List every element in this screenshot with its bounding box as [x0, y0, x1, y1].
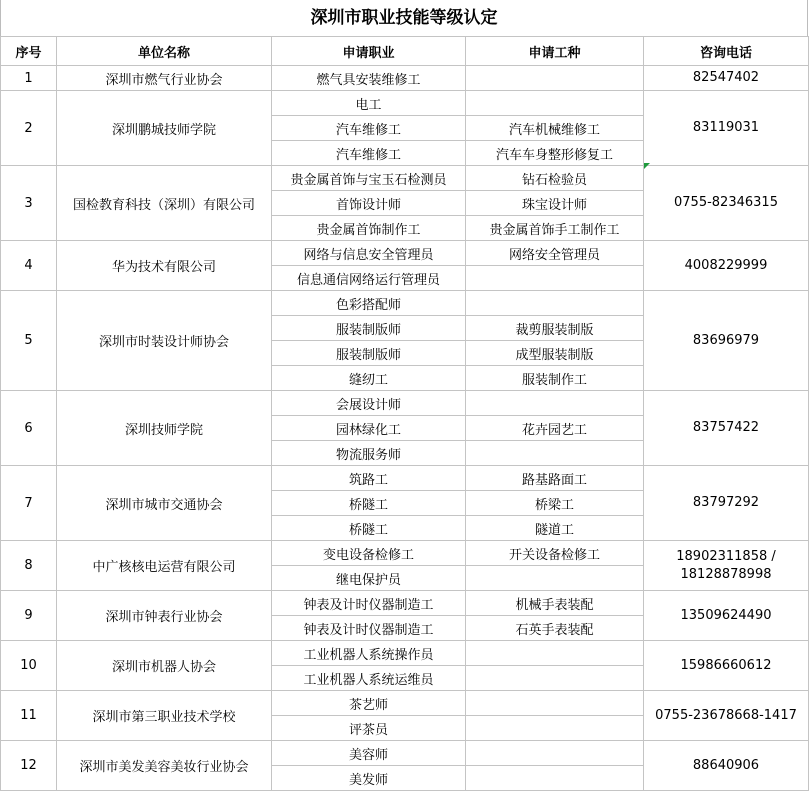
cell-phone[interactable]: 18902311858 / 18128878998: [644, 541, 809, 591]
cell-unit[interactable]: 华为技术有限公司: [57, 241, 272, 291]
table-row: [1, 91, 809, 116]
cell-type[interactable]: [466, 566, 644, 591]
cell-job[interactable]: 变电设备检修工: [272, 541, 466, 566]
cell-job[interactable]: 筑路工: [272, 466, 466, 491]
cell-unit[interactable]: 深圳市钟表行业协会: [57, 591, 272, 641]
cell-no[interactable]: 7: [1, 466, 57, 541]
cell-unit[interactable]: 深圳鹏城技师学院: [57, 91, 272, 166]
cell-no[interactable]: 3: [1, 166, 57, 241]
cell-unit[interactable]: 深圳市机器人协会: [57, 641, 272, 691]
cell-type[interactable]: 服装制作工: [466, 366, 644, 391]
table-row: [1, 741, 809, 766]
cell-job[interactable]: 工业机器人系统运维员: [272, 666, 466, 691]
cell-type[interactable]: [466, 266, 644, 291]
cell-type[interactable]: 成型服装制版: [466, 341, 644, 366]
cell-phone[interactable]: 83797292: [644, 466, 809, 541]
table-row: [1, 166, 809, 191]
cell-job[interactable]: 缝纫工: [272, 366, 466, 391]
cell-job[interactable]: 电工: [272, 91, 466, 116]
cell-unit[interactable]: 中广核核电运营有限公司: [57, 541, 272, 591]
cell-job[interactable]: 钟表及计时仪器制造工: [272, 591, 466, 616]
cell-type[interactable]: [466, 66, 644, 91]
cell-type[interactable]: [466, 441, 644, 466]
cell-type[interactable]: 汽车机械维修工: [466, 116, 644, 141]
cell-job[interactable]: 色彩搭配师: [272, 291, 466, 316]
cell-job[interactable]: 贵金属首饰制作工: [272, 216, 466, 241]
cell-type[interactable]: 网络安全管理员: [466, 241, 644, 266]
cell-type[interactable]: 汽车车身整形修复工: [466, 141, 644, 166]
cell-type[interactable]: [466, 766, 644, 791]
cell-type[interactable]: 贵金属首饰手工制作工: [466, 216, 644, 241]
cell-type[interactable]: [466, 391, 644, 416]
cell-unit[interactable]: 深圳市美发美容美妆行业协会: [57, 741, 272, 791]
cell-job[interactable]: 钟表及计时仪器制造工: [272, 616, 466, 641]
cell-job[interactable]: 工业机器人系统操作员: [272, 641, 466, 666]
cell-job[interactable]: 汽车维修工: [272, 141, 466, 166]
cell-no[interactable]: 12: [1, 741, 57, 791]
cell-job[interactable]: 信息通信网络运行管理员: [272, 266, 466, 291]
cell-job[interactable]: 物流服务师: [272, 441, 466, 466]
header-unit[interactable]: 单位名称: [57, 37, 272, 66]
cell-no[interactable]: 8: [1, 541, 57, 591]
cell-unit[interactable]: 深圳技师学院: [57, 391, 272, 466]
cell-job[interactable]: 服装制版师: [272, 316, 466, 341]
cell-phone[interactable]: 13509624490: [644, 591, 809, 641]
table-row: [1, 291, 809, 316]
cell-type[interactable]: 钻石检验员: [466, 166, 644, 191]
cell-job[interactable]: 评茶员: [272, 716, 466, 741]
header-phone[interactable]: 咨询电话: [644, 37, 809, 66]
cell-type[interactable]: 桥梁工: [466, 491, 644, 516]
table-body: [1, 66, 809, 791]
cell-job[interactable]: 继电保护员: [272, 566, 466, 591]
cell-type[interactable]: [466, 741, 644, 766]
header-row: [1, 37, 809, 66]
cell-job[interactable]: 贵金属首饰与宝玉石检测员: [272, 166, 466, 191]
cell-unit[interactable]: 深圳市第三职业技术学校: [57, 691, 272, 741]
cell-job[interactable]: 园林绿化工: [272, 416, 466, 441]
sheet-title: 深圳市职业技能等级认定: [0, 0, 808, 36]
cell-phone[interactable]: 83696979: [644, 291, 809, 391]
cell-job[interactable]: 会展设计师: [272, 391, 466, 416]
cell-phone[interactable]: 4008229999: [644, 241, 809, 291]
cell-job[interactable]: 燃气具安装维修工: [272, 66, 466, 91]
cell-unit[interactable]: 国检教育科技（深圳）有限公司: [57, 166, 272, 241]
header-type[interactable]: 申请工种: [466, 37, 644, 66]
cell-phone[interactable]: 0755-82346315: [644, 166, 809, 241]
cell-no[interactable]: 9: [1, 591, 57, 641]
cell-type[interactable]: 珠宝设计师: [466, 191, 644, 216]
cell-type[interactable]: 花卉园艺工: [466, 416, 644, 441]
cell-type[interactable]: [466, 91, 644, 116]
cell-no[interactable]: 1: [1, 66, 57, 91]
cell-unit[interactable]: 深圳市时装设计师协会: [57, 291, 272, 391]
cell-job[interactable]: 服装制版师: [272, 341, 466, 366]
table-row: [1, 691, 809, 716]
cell-type[interactable]: 路基路面工: [466, 466, 644, 491]
cell-no[interactable]: 10: [1, 641, 57, 691]
cell-type[interactable]: 开关设备检修工: [466, 541, 644, 566]
certification-table: [0, 36, 809, 791]
table-row: [1, 241, 809, 266]
cell-no[interactable]: 6: [1, 391, 57, 466]
cell-type[interactable]: 裁剪服装制版: [466, 316, 644, 341]
cell-job[interactable]: 茶艺师: [272, 691, 466, 716]
table-row: [1, 391, 809, 416]
table-row: [1, 466, 809, 491]
table-row: [1, 591, 809, 616]
cell-no[interactable]: 11: [1, 691, 57, 741]
table-row: [1, 66, 809, 91]
cell-phone[interactable]: 82547402: [644, 66, 809, 91]
cell-unit[interactable]: 深圳市城市交通协会: [57, 466, 272, 541]
cell-type[interactable]: [466, 641, 644, 666]
cell-job[interactable]: 汽车维修工: [272, 116, 466, 141]
cell-phone[interactable]: 0755-23678668-1417: [644, 691, 809, 741]
cell-type[interactable]: [466, 716, 644, 741]
cell-phone[interactable]: 83757422: [644, 391, 809, 466]
cell-type[interactable]: [466, 691, 644, 716]
cell-type[interactable]: 机械手表装配: [466, 591, 644, 616]
cell-phone[interactable]: 88640906: [644, 741, 809, 791]
cell-job[interactable]: 网络与信息安全管理员: [272, 241, 466, 266]
header-no[interactable]: 序号: [1, 37, 57, 66]
header-job[interactable]: 申请职业: [272, 37, 466, 66]
cell-no[interactable]: 5: [1, 291, 57, 391]
cell-type[interactable]: 隧道工: [466, 516, 644, 541]
cell-job[interactable]: 美容师: [272, 741, 466, 766]
cell-type[interactable]: [466, 291, 644, 316]
cell-job[interactable]: 桥隧工: [272, 491, 466, 516]
cell-no[interactable]: 4: [1, 241, 57, 291]
cell-no[interactable]: 2: [1, 91, 57, 166]
cell-phone[interactable]: 83119031: [644, 91, 809, 166]
cell-job[interactable]: 美发师: [272, 766, 466, 791]
cell-job[interactable]: 首饰设计师: [272, 191, 466, 216]
comment-marker-icon: [644, 163, 650, 169]
table-row: [1, 641, 809, 666]
cell-type[interactable]: [466, 666, 644, 691]
cell-unit[interactable]: 深圳市燃气行业协会: [57, 66, 272, 91]
cell-job[interactable]: 桥隧工: [272, 516, 466, 541]
cell-type[interactable]: 石英手表装配: [466, 616, 644, 641]
cell-phone[interactable]: 15986660612: [644, 641, 809, 691]
table-row: [1, 541, 809, 566]
